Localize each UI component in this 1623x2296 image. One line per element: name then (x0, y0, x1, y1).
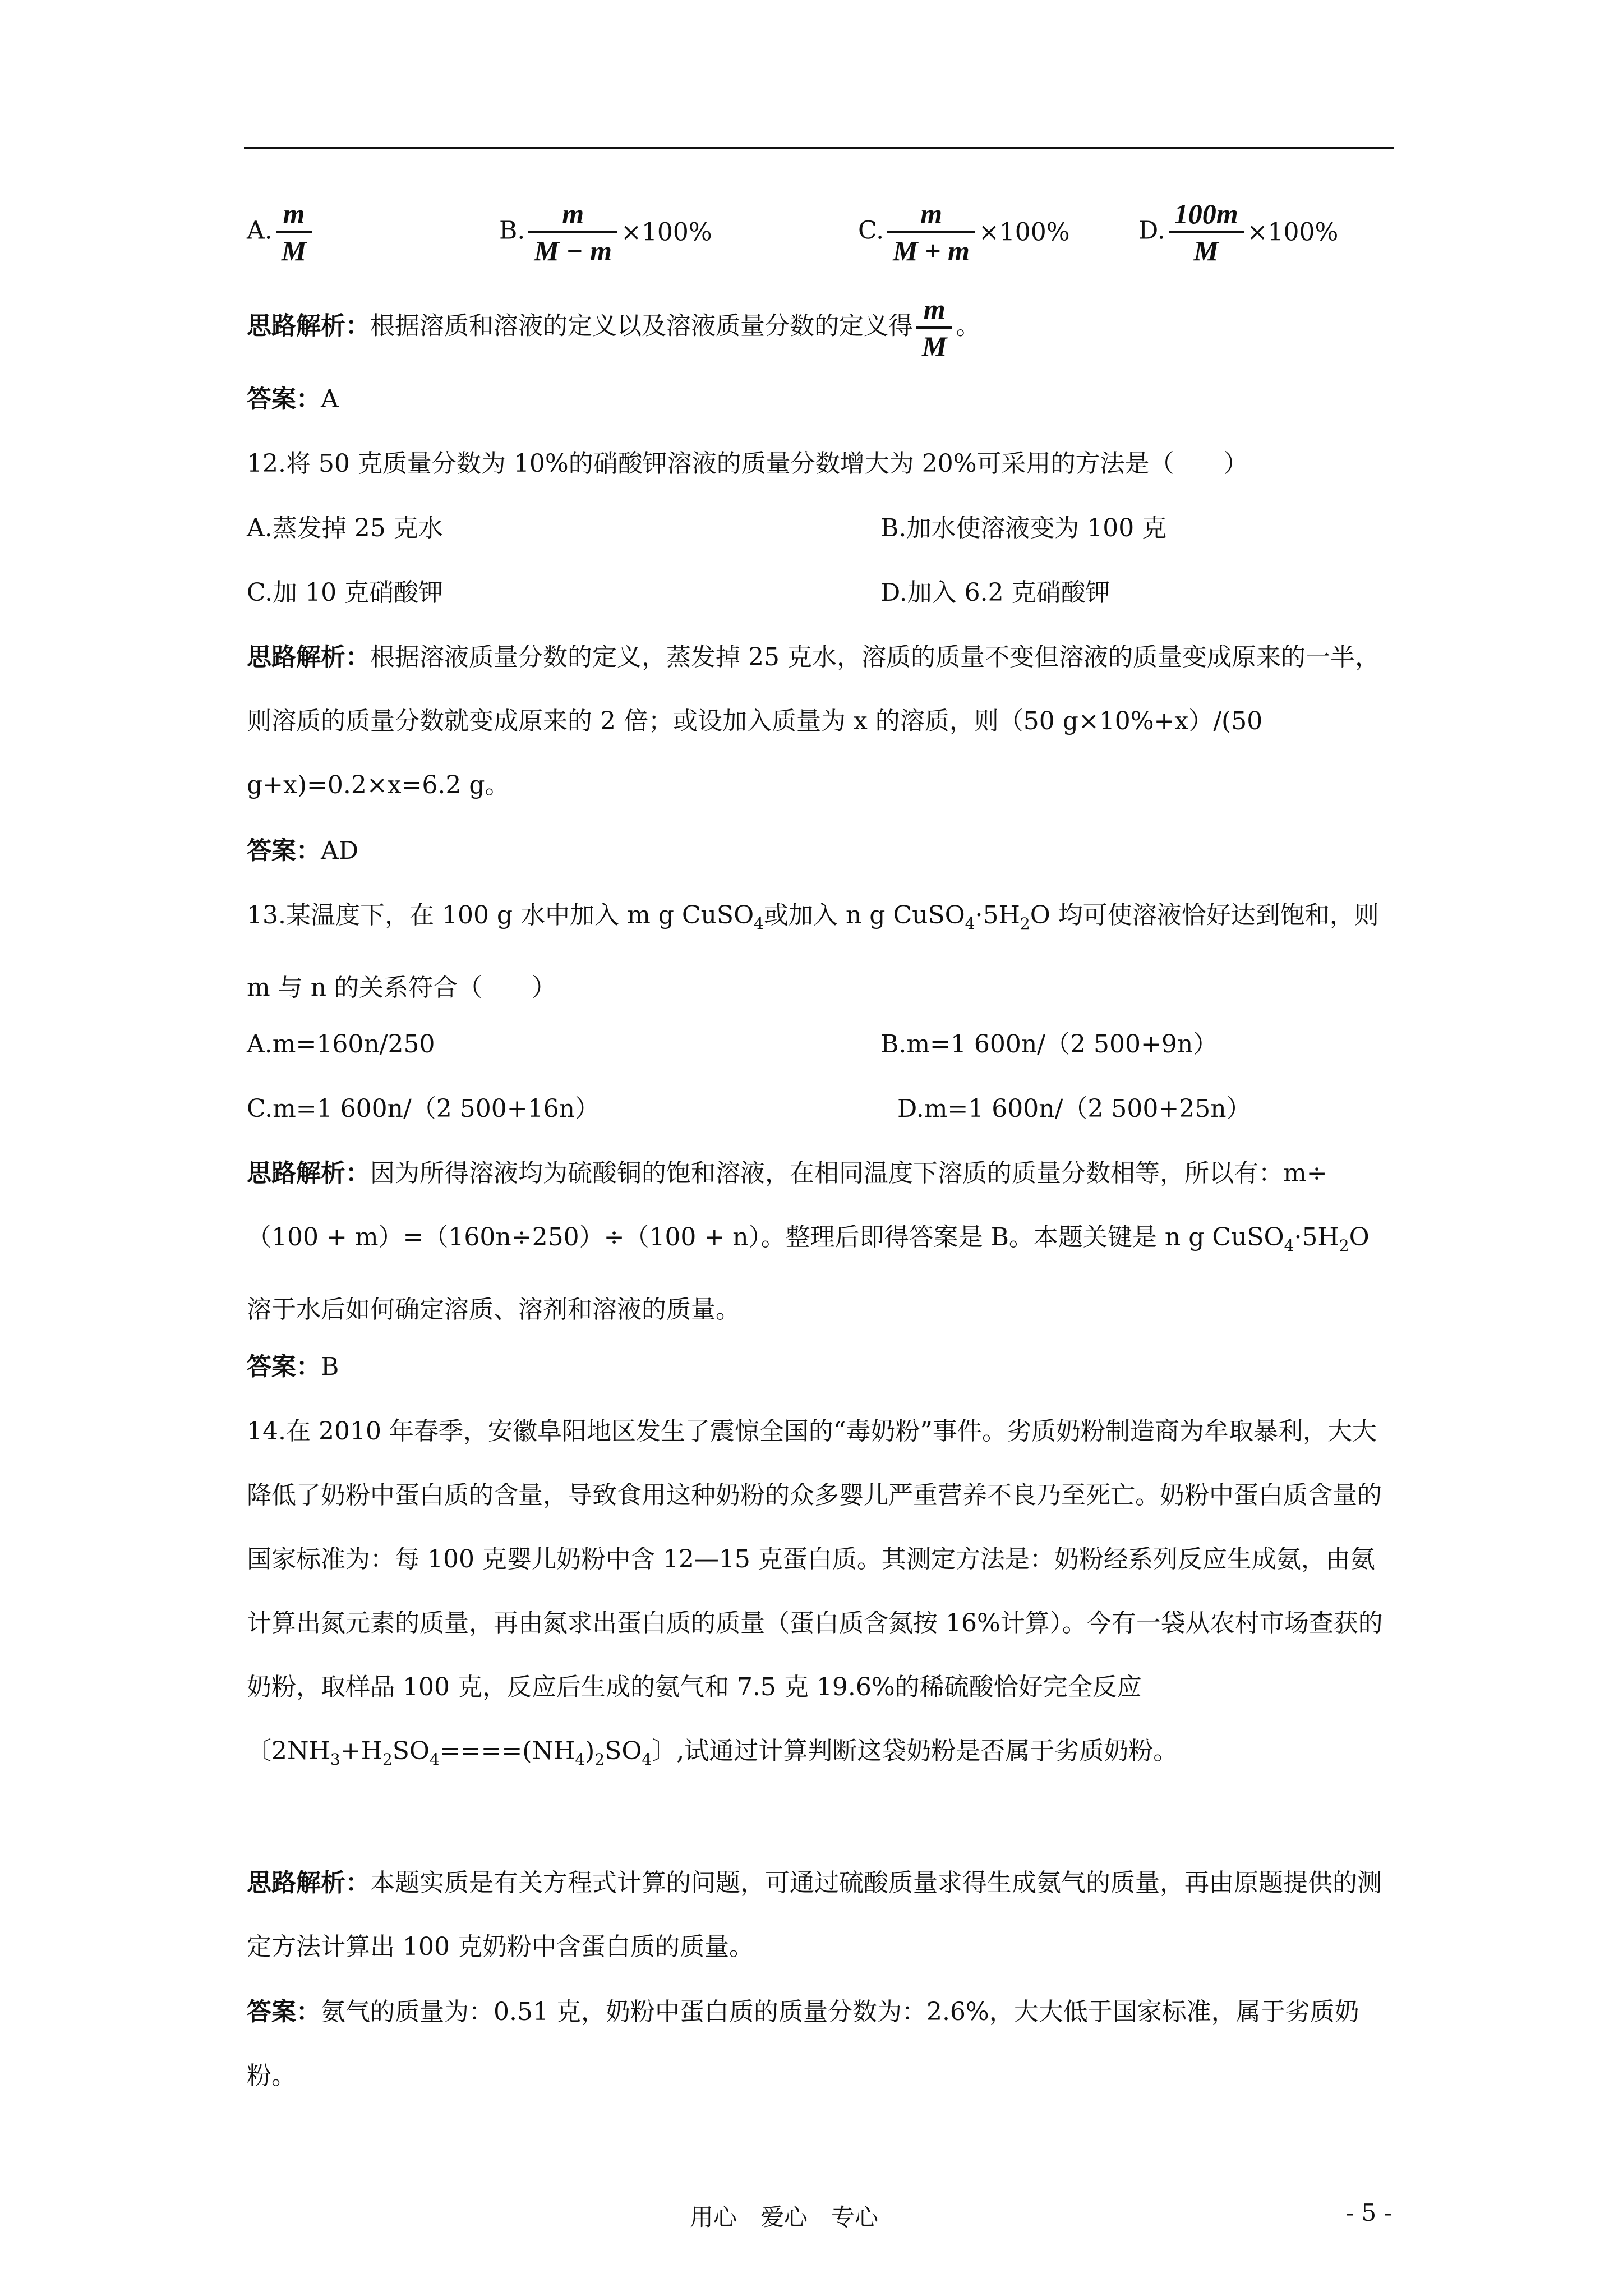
q12-stem: 12.将 50 克质量分数为 10%的硝酸钾溶液的质量分数增大为 20%可采用的方法是（ ） (247, 449, 1248, 478)
option-d: D. $\frac{100m}{M}$ ×100% (1138, 198, 1339, 266)
q14-answer: 答案：氨气的质量为：0.51 克，奶粉中蛋白质的质量分数为：2.6%，大大低于国家标准，属于劣质奶粉。 (247, 1998, 1359, 2090)
q12-option-b: B.加水使溶液变为 100 克 (880, 514, 1167, 542)
q13-analysis: 思路解析：因为所得溶液均为硫酸铜的饱和溶液，在相同温度下溶质的质量分数相等，所以有：m÷（100 + m）=（160n÷250）÷（100 + n）。整理后即得答案是 B。本题关键是 n g $CuSO_4\cdot 5H_2O$ 溶于水后如何确定溶质、溶剂和溶液的质量。 (247, 1159, 1370, 1324)
q13-option-c: C.m=1 600n/（2 500+16n） (247, 1094, 600, 1123)
q14-stem: 14.在 2010 年春季，安徽阜阳地区发生了震惊全国的“毒奶粉”事件。劣质奶粉制造商为牟取暴利，大大降低了奶粉中蛋白质的含量，导致食用这种奶粉的众多婴儿严重营养不良乃至死亡。奶粉中蛋白质含量的国家标准为：每 100 克婴儿奶粉中含 12—15 克蛋白质。其测定方法是：奶粉经系列反应生成氨，由氨计算出氮元素的质量，再由氮求出蛋白质的质量（蛋白质含氮按 16%计算）。今有一袋从农村市场查获的奶粉，取样品 100 克，反应后生成的氨气和 7.5 克 19.6%的稀硫酸恰好完全反应〔$2NH_3+H_2SO_4====(NH_4)_2SO_4$〕,试通过计算判断这袋奶粉是否属于劣质奶粉。 (247, 1417, 1383, 1769)
q11-answer: 答案：A (247, 385, 339, 413)
option-b: B. $\frac{m}{M - m}$ ×100% (499, 198, 712, 266)
header-rule (244, 147, 1394, 149)
option-a: A. $\frac{m}{M}$ (247, 196, 315, 268)
q13-option-d: D.m=1 600n/（2 500+25n） (897, 1094, 1251, 1123)
q13-option-a: A.m=160n/250 (247, 1030, 435, 1059)
q14-analysis: 思路解析：本题实质是有关方程式计算的问题，可通过硫酸质量求得生成氨气的质量，再由原题提供的测定方法计算出 100 克奶粉中含蛋白质的质量。 (247, 1869, 1382, 1961)
q12-option-a: A.蒸发掉 25 克水 (247, 514, 443, 542)
footer-motto: 用心 爱心 专心 (690, 2203, 879, 2231)
q12-option-c: C.加 10 克硝酸钾 (247, 578, 444, 607)
q12-option-d: D.加入 6.2 克硝酸钾 (880, 578, 1110, 607)
q13-answer: 答案：B (247, 1352, 339, 1381)
q13-stem: 13.某温度下，在 100 g 水中加入 m g CuSO$_4$或加入 n g $CuSO_4\cdot 5H_2O$ 均可使溶液恰好达到饱和，则 m 与 n 的关系符合（ ） (247, 901, 1379, 1002)
option-c: C. $\frac{m}{M + m}$ ×100% (858, 198, 1070, 266)
page-number: - 5 - (1346, 2199, 1392, 2226)
q12-answer: 答案：AD (247, 836, 359, 865)
q13-option-b: B.m=1 600n/（2 500+9n） (880, 1030, 1218, 1059)
q11-analysis: 思路解析：根据溶质和溶液的定义以及溶液质量分数的定义得 $\frac{m}{M}$ 。 (247, 293, 981, 362)
q12-analysis: 思路解析：根据溶液质量分数的定义，蒸发掉 25 克水，溶质的质量不变但溶液的质量变成原来的一半，则溶质的质量分数就变成原来的 2 倍；或设加入质量为 x 的溶质，则（50 g×10%+x）/(50 g+x)=0.2×x=6.2 g。 (247, 643, 1380, 799)
